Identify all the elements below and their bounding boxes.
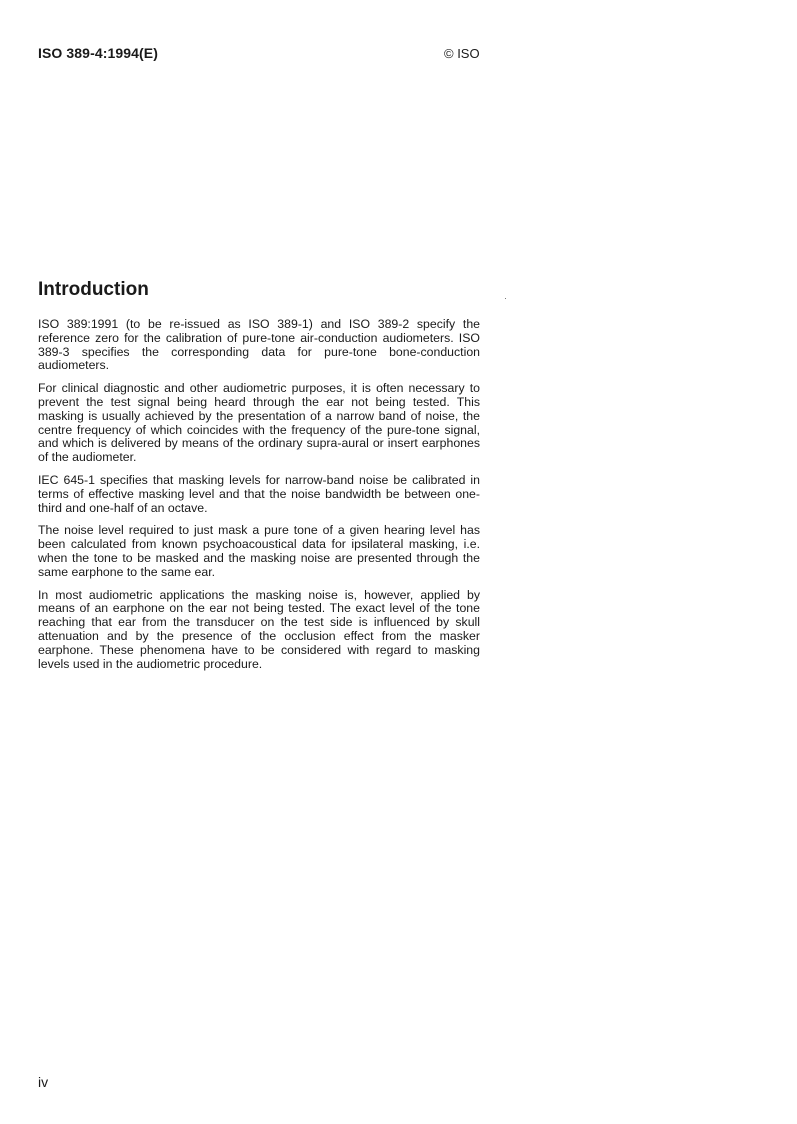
copyright-notice: © ISO bbox=[444, 46, 480, 61]
paragraph: ISO 389:1991 (to be re-issued as ISO 389-1) and ISO 389-2 specify the reference zero for the calibration of pure-tone air-conduction audiometers. ISO 389-3 specifies the corresponding data for pure-tone bone-conduction audiometers. bbox=[38, 317, 480, 373]
section-body bbox=[38, 318, 480, 680]
paragraph: IEC 645-1 specifies that masking levels for narrow-band noise be calibrated in terms of effective masking level and that the noise bandwidth be between one-third and one-half of an octave. bbox=[38, 472, 480, 515]
page-number: iv bbox=[38, 1074, 49, 1090]
document-identifier: ISO 389-4:1994(E) bbox=[38, 45, 158, 61]
paragraph: The noise level required to just mask a pure tone of a given hearing level has been calculated from known psychoacoustical data for ipsilateral masking, i.e. when the tone to be masked and the masking noise are presented through the same earphone to the same ear. bbox=[38, 523, 480, 579]
paragraph: For clinical diagnostic and other audiometric purposes, it is often necessary to prevent the test signal being heard through the ear not being tested. This masking is usually achieved by the presentation of a narrow band of noise, the centre frequency of which coincides with the frequency of the pure-tone signal, and which is delivered by means of the ordinary supra-aural or insert earphones of the audiometer. bbox=[38, 381, 480, 465]
paragraph: In most audiometric applications the masking noise is, however, applied by means of an earphone on the ear not being tested. The exact level of the tone reaching that ear from the transducer on the test side is influenced by skull attenuation and by the presence of the occlusion effect from the masker earphone. These phenomena have to be considered with regard to masking levels used in the audiometric procedure. bbox=[38, 587, 480, 671]
section-title: Introduction bbox=[38, 279, 149, 300]
stray-mark bbox=[505, 298, 506, 299]
